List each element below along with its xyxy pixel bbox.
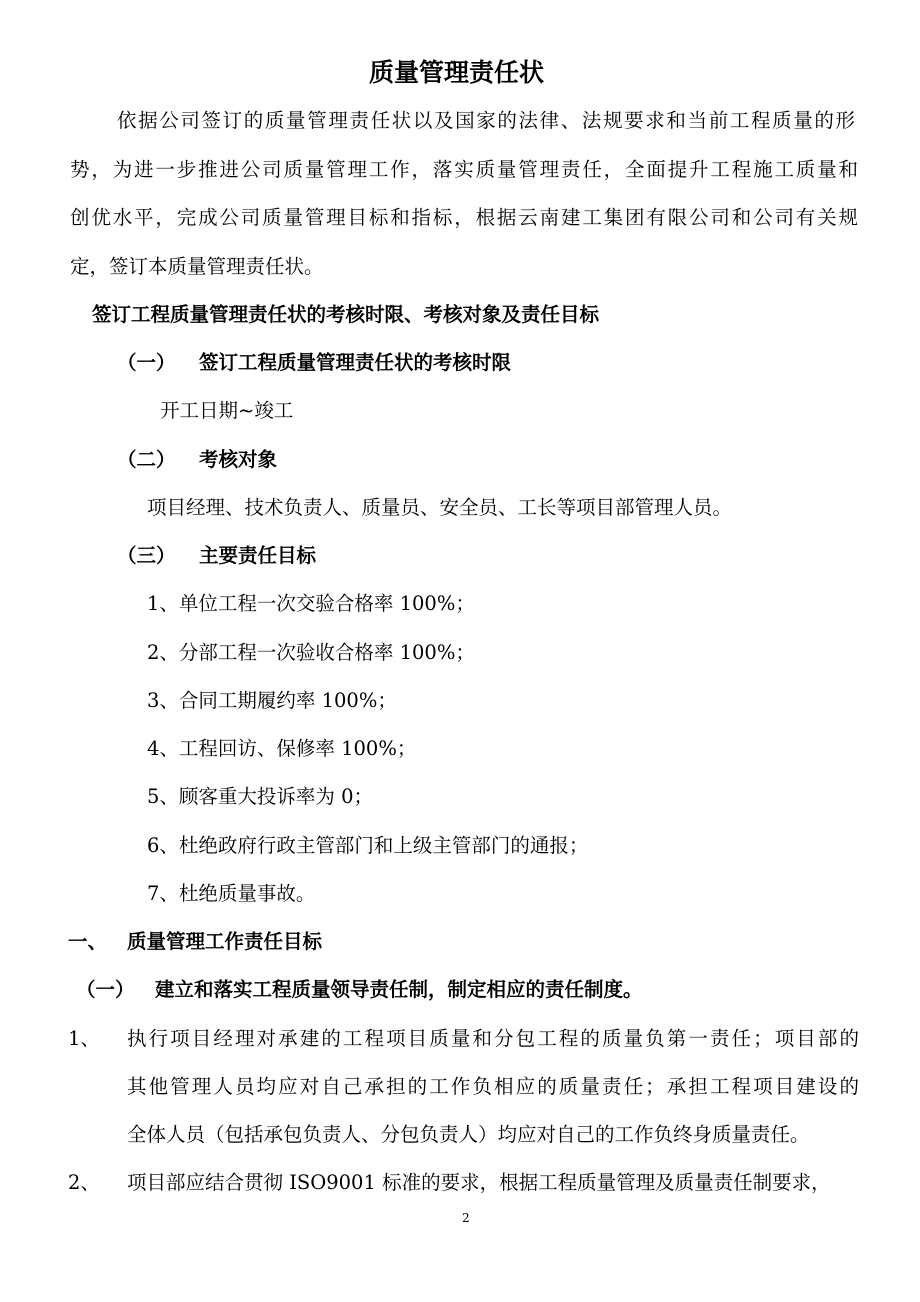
document-title: 质量管理责任状 xyxy=(369,58,545,87)
page-number: 2 xyxy=(462,1211,470,1225)
sub1-body: 开工日期~竣工 xyxy=(160,399,294,422)
intro-line-4: 定，签订本质量管理责任状。 xyxy=(70,255,324,278)
target-item-2: 2、分部工程一次验收合格率 100%； xyxy=(147,641,475,664)
sub2-heading: 考核对象 xyxy=(199,448,278,471)
sub3-heading: 主要责任目标 xyxy=(199,544,317,567)
section-heading: 签订工程质量管理责任状的考核时限、考核对象及责任目标 xyxy=(92,303,600,326)
part1-sub1-heading: 建立和落实工程质量领导责任制，制定相应的责任制度。 xyxy=(155,978,643,1001)
sub1-number: （一） xyxy=(117,351,176,374)
part1-sub1-number: （一） xyxy=(76,978,135,1001)
intro-line-2: 势，为进一步推进公司质量管理工作，落实质量管理责任，全面提升工程施工质量和 xyxy=(70,158,858,181)
sub3-number: （三） xyxy=(117,544,176,567)
sub2-body: 项目经理、技术负责人、质量员、安全员、工长等项目部管理人员。 xyxy=(147,496,733,519)
target-item-5: 5、顾客重大投诉率为 0； xyxy=(147,785,374,808)
part1-number: 一、 xyxy=(68,930,108,953)
intro-line-1: 依据公司签订的质量管理责任状以及国家的法律、法规要求和当前工程质量的形 xyxy=(117,109,855,132)
target-item-3: 3、合同工期履约率 100%； xyxy=(147,689,397,712)
item1-line-1: 执行项目经理对承建的工程项目质量和分包工程的质量负第一责任；项目部的 xyxy=(127,1027,859,1050)
target-item-4: 4、工程回访、保修率 100%； xyxy=(147,737,417,760)
target-item-7: 7、杜绝质量事故。 xyxy=(147,882,316,905)
part1-heading: 质量管理工作责任目标 xyxy=(127,930,323,953)
item1-number: 1、 xyxy=(68,1027,100,1050)
item2-number: 2、 xyxy=(68,1171,100,1194)
target-item-1: 1、单位工程一次交验合格率 100%； xyxy=(147,592,475,615)
item1-line-3: 全体人员（包括承包负责人、分包负责人）均应对自己的工作负终身质量责任。 xyxy=(127,1123,810,1146)
sub2-number: （二） xyxy=(117,448,176,471)
item1-line-2: 其他管理人员均应对自己承担的工作负相应的质量责任；承担工程项目建设的 xyxy=(127,1075,859,1098)
intro-line-3: 创优水平，完成公司质量管理目标和指标，根据云南建工集团有限公司和公司有关规 xyxy=(70,206,858,229)
target-item-6: 6、杜绝政府行政主管部门和上级主管部门的通报； xyxy=(147,834,589,857)
sub1-heading: 签订工程质量管理责任状的考核时限 xyxy=(199,351,512,374)
item2-line-1: 项目部应结合贯彻 ISO9001 标准的要求，根据工程质量管理及质量责任制要求， xyxy=(127,1171,831,1194)
